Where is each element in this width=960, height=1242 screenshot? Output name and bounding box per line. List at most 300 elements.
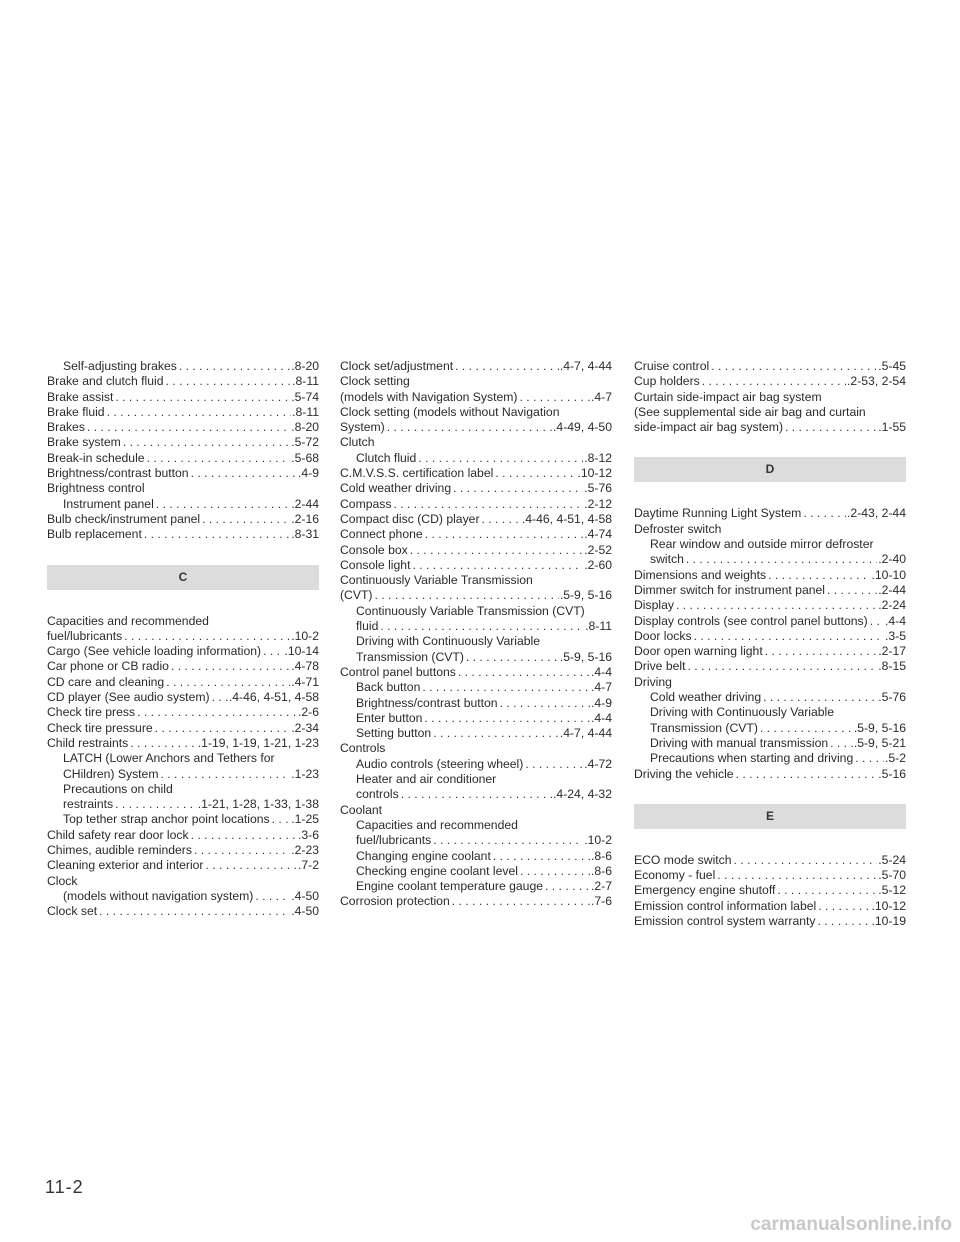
index-entry-text: Self-adjusting brakes xyxy=(63,359,177,373)
index-entry xyxy=(340,741,612,756)
index-entry-text: Check tire pressure xyxy=(47,720,153,735)
index-entry xyxy=(47,858,319,873)
index-entry-text: Transmission (CVT) xyxy=(650,720,758,735)
index-entry xyxy=(340,527,612,542)
index-entry xyxy=(340,512,612,527)
index-entry xyxy=(634,390,906,405)
index-entry-text: Brakes xyxy=(47,420,85,435)
index-entry-text: CHildren) System xyxy=(63,766,159,781)
dot-leader xyxy=(375,588,559,603)
dot-leader xyxy=(191,828,297,843)
page-reference: .3-5 xyxy=(884,628,906,643)
page-reference: .4-4 xyxy=(884,613,906,628)
index-subentry xyxy=(47,497,319,512)
index-subentry xyxy=(47,782,319,813)
index-entry-text: Coolant xyxy=(340,802,383,817)
index-entry xyxy=(340,543,612,558)
index-entry-text: Clock set/adjustment xyxy=(340,359,454,373)
index-subentry xyxy=(47,812,319,827)
page-reference: .2-53, 2-54 xyxy=(847,374,906,389)
dot-leader xyxy=(711,359,877,374)
dot-leader xyxy=(818,914,871,929)
index-entry xyxy=(340,374,612,389)
index-entry-text: Brake fluid xyxy=(47,404,105,419)
page-reference: .2-24 xyxy=(878,598,906,613)
index-entry xyxy=(634,420,906,435)
index-entry xyxy=(634,568,906,583)
dot-leader xyxy=(803,506,846,521)
page-reference: .4-50 xyxy=(291,888,319,903)
index-entry xyxy=(634,359,906,374)
index-entry-text: Child safety rear door lock xyxy=(47,827,189,842)
dot-leader xyxy=(156,497,290,512)
page-reference: .4-9 xyxy=(590,695,612,710)
index-entry xyxy=(47,466,319,481)
dot-leader xyxy=(520,864,590,879)
page-reference: .2-17 xyxy=(878,644,906,659)
dot-leader xyxy=(785,420,877,435)
page-reference: .5-24 xyxy=(878,852,906,867)
index-entry xyxy=(47,390,319,405)
page-reference: .5-12 xyxy=(878,883,906,898)
index-entry-text-line: Capacities and recommended xyxy=(356,817,518,832)
index-entry xyxy=(47,874,319,889)
index-entry-text: Brake assist xyxy=(47,389,114,404)
index-entry-text-line: Rear window and outside mirror defroster xyxy=(650,537,874,552)
index-entry-text: side-impact air bag system) xyxy=(634,420,784,435)
index-entry xyxy=(47,644,319,659)
dot-leader xyxy=(717,868,877,883)
dot-leader xyxy=(827,583,877,598)
index-subentry xyxy=(634,690,906,705)
dot-leader xyxy=(401,787,552,802)
index-entry-text: Door locks xyxy=(634,628,692,643)
page-reference: .5-16 xyxy=(878,766,906,781)
dot-leader xyxy=(482,512,521,527)
dot-leader xyxy=(425,527,584,542)
index-entry xyxy=(47,721,319,736)
page-reference: .2-44 xyxy=(291,496,319,511)
dot-leader xyxy=(179,359,290,374)
index-entry-text-line: Continuously Variable Transmission (CVT) xyxy=(356,603,585,618)
index-entry-text: Dimensions and weights xyxy=(634,567,767,582)
index-entry xyxy=(634,914,906,929)
dot-leader xyxy=(736,767,878,782)
page-reference: .4-49, 4-50 xyxy=(553,420,612,435)
section-letter-header: D xyxy=(634,457,906,482)
index-entry-text: Cup holders xyxy=(634,374,700,389)
page-reference: .8-6 xyxy=(590,863,612,878)
page-reference: .2-43, 2-44 xyxy=(847,506,906,521)
index-entry-text: Cold weather driving xyxy=(650,690,762,705)
index-subentry xyxy=(47,751,319,782)
index-entry-text: Instrument panel xyxy=(63,496,154,511)
page-reference: .7-2 xyxy=(297,858,319,873)
dot-leader xyxy=(393,497,583,512)
page-reference: .5-68 xyxy=(291,450,319,465)
dot-leader xyxy=(830,736,853,751)
index-entry xyxy=(47,675,319,690)
dot-leader xyxy=(212,690,228,705)
index-entry-text: Transmission (CVT) xyxy=(356,649,464,664)
index-entry-text: Top tether strap anchor point locations xyxy=(63,812,270,827)
index-entry-text: CD player (See audio system) xyxy=(47,690,210,705)
index-entry-text: Engine coolant temperature gauge xyxy=(356,879,544,894)
index-entry xyxy=(47,904,319,919)
index-entry-text: (models with Navigation System) xyxy=(340,389,518,404)
dot-leader xyxy=(115,390,290,405)
index-entry-text: Driving xyxy=(634,674,672,689)
index-entry-text: Back button xyxy=(356,680,421,695)
page-reference: .2-7 xyxy=(590,879,612,894)
dot-leader xyxy=(687,659,877,674)
dot-leader xyxy=(412,558,583,573)
page-reference: .5-2 xyxy=(884,751,906,766)
dot-leader xyxy=(194,843,290,858)
page-reference: .5-9, 5-16 xyxy=(559,649,612,664)
page-reference: .4-7 xyxy=(590,389,612,404)
index-entry-text: Audio controls (steering wheel) xyxy=(356,756,524,771)
index-entry xyxy=(47,420,319,435)
page-reference: .5-45 xyxy=(878,359,906,373)
page-reference: .2-40 xyxy=(878,552,906,567)
index-entry-text: switch xyxy=(650,552,684,567)
dot-leader xyxy=(87,420,290,435)
page-reference: .5-9, 5-21 xyxy=(853,735,906,750)
dot-leader xyxy=(500,696,590,711)
page-reference: .4-9 xyxy=(297,466,319,481)
index-entry-text: controls xyxy=(356,787,399,802)
page-reference: .8-15 xyxy=(878,659,906,674)
index-entry-text-line: LATCH (Lower Anchors and Tethers for xyxy=(63,751,275,766)
page-reference: .2-52 xyxy=(584,542,612,557)
index-entry xyxy=(47,705,319,720)
page-reference: .5-76 xyxy=(584,481,612,496)
index-subentry xyxy=(340,604,612,635)
index-entry-text: Console box xyxy=(340,542,408,557)
index-entry xyxy=(340,466,612,481)
page-reference: .2-16 xyxy=(291,511,319,526)
index-entry-text-line: Driving with Continuously Variable xyxy=(356,634,541,649)
dot-leader xyxy=(123,435,290,450)
index-entry-text: Connect phone xyxy=(340,527,423,542)
page-reference: .2-60 xyxy=(584,557,612,572)
page-reference: .4-71 xyxy=(291,674,319,689)
dot-leader xyxy=(768,568,870,583)
dot-leader xyxy=(107,405,292,420)
dot-leader xyxy=(495,466,576,481)
index-subentry xyxy=(340,772,612,803)
index-entry-text: Display xyxy=(634,598,674,613)
index-entry xyxy=(47,481,319,496)
dot-leader xyxy=(525,757,583,772)
index-entry-text: Controls xyxy=(340,741,386,756)
dot-leader xyxy=(166,374,292,389)
index-entry-text: C.M.V.S.S. certification label xyxy=(340,466,494,481)
page-reference: .8-31 xyxy=(291,527,319,542)
index-entry xyxy=(634,883,906,898)
dot-leader xyxy=(155,721,291,736)
index-entry xyxy=(47,451,319,466)
index-subentry xyxy=(47,359,319,374)
index-entry-text: Clock set xyxy=(47,904,98,919)
dot-leader xyxy=(818,899,870,914)
dot-leader xyxy=(466,650,559,665)
index-entry-text: Clock setting xyxy=(340,374,410,389)
index-entry xyxy=(340,665,612,680)
dot-leader xyxy=(124,629,290,644)
index-entry-text: Brightness/contrast button xyxy=(356,695,498,710)
dot-leader xyxy=(455,359,559,374)
dot-leader xyxy=(130,736,196,751)
dot-leader xyxy=(137,705,297,720)
index-entry-text: Car phone or CB radio xyxy=(47,659,169,674)
index-entry xyxy=(47,374,319,389)
index-entry xyxy=(634,853,906,868)
index-entry-text: Clutch fluid xyxy=(356,450,417,465)
index-entry-text: Display controls (see control panel buttons) xyxy=(634,613,868,628)
page-reference: .7-6 xyxy=(590,894,612,909)
index-entry-text: System) xyxy=(340,420,385,435)
index-entry-text: Driving the vehicle xyxy=(634,766,734,781)
index-entry xyxy=(47,659,319,674)
section-letter-header: C xyxy=(47,565,319,590)
index-entry-text: ECO mode switch xyxy=(634,852,732,867)
section-letter-header: E xyxy=(634,804,906,829)
index-entry-text: Emergency engine shutoff xyxy=(634,883,776,898)
dot-leader xyxy=(422,680,590,695)
index-entry xyxy=(340,359,612,374)
dot-leader xyxy=(171,659,290,674)
index-entry xyxy=(634,506,906,521)
page-reference: .8-11 xyxy=(292,374,319,389)
dot-leader xyxy=(702,374,846,389)
dot-leader xyxy=(99,904,290,919)
index-entry-text-line: Precautions on child xyxy=(63,781,173,796)
dot-leader xyxy=(545,879,590,894)
index-entry-text: Cleaning exterior and interior xyxy=(47,858,204,873)
dot-leader xyxy=(452,894,590,909)
page-reference: .10-12 xyxy=(871,898,906,913)
index-entry-text-line: Clock setting (models without Navigation xyxy=(340,404,560,419)
index-entry-text: Control panel buttons xyxy=(340,664,456,679)
dot-leader xyxy=(433,833,583,848)
index-entry-text: Driving with manual transmission xyxy=(650,735,829,750)
index-entry-text-line: Driving with Continuously Variable xyxy=(650,705,835,720)
page-reference: .5-74 xyxy=(291,389,319,404)
index-entry-text: Break-in schedule xyxy=(47,450,145,465)
page-reference: .4-7 xyxy=(590,680,612,695)
index-entry-text-line: Heater and air conditioner xyxy=(356,772,497,787)
page-reference: .4-7, 4-44 xyxy=(559,359,612,373)
index-entry-text: Changing engine coolant xyxy=(356,848,491,863)
index-entry xyxy=(634,767,906,782)
page-reference: .8-6 xyxy=(590,848,612,863)
dot-leader xyxy=(115,797,197,812)
dot-leader xyxy=(206,858,297,873)
index-entry xyxy=(47,843,319,858)
index-entry-text: Corrosion protection xyxy=(340,894,450,909)
index-entry xyxy=(340,803,612,818)
dot-leader xyxy=(734,853,878,868)
dot-leader xyxy=(380,619,584,634)
page-reference: .4-4 xyxy=(590,710,612,725)
dot-leader xyxy=(519,390,590,405)
index-entry-text: Clutch xyxy=(340,435,375,450)
index-subentry xyxy=(340,634,612,665)
dot-leader xyxy=(855,751,884,766)
page-reference: .1-23 xyxy=(291,766,319,781)
index-entry-text: Brightness control xyxy=(47,481,145,496)
page-reference: .2-34 xyxy=(291,720,319,735)
index-entry xyxy=(47,512,319,527)
index-entry xyxy=(340,390,612,405)
index-entry xyxy=(47,828,319,843)
index-entry xyxy=(634,374,906,389)
index-entry-text: Brake system xyxy=(47,435,121,450)
dot-leader xyxy=(147,451,291,466)
index-entry xyxy=(634,629,906,644)
index-subentry xyxy=(340,680,612,695)
index-entry xyxy=(340,435,612,450)
dot-leader xyxy=(763,690,877,705)
index-entry xyxy=(634,868,906,883)
page-reference: .8-11 xyxy=(292,404,319,419)
index-entry xyxy=(47,405,319,420)
dot-leader xyxy=(424,711,590,726)
page-reference: .4-74 xyxy=(584,527,612,542)
page-reference: .10-12 xyxy=(577,466,612,481)
page-reference: .8-20 xyxy=(291,420,319,435)
index-entry-text: fuel/lubricants xyxy=(356,833,432,848)
index-entry-text: Drive belt xyxy=(634,659,686,674)
index-subentry xyxy=(47,889,319,904)
index-entry-text: Daytime Running Light System xyxy=(634,506,802,521)
index-subentry xyxy=(340,696,612,711)
index-entry xyxy=(340,405,612,436)
index-entry xyxy=(47,527,319,542)
dot-leader xyxy=(676,598,877,613)
page-reference: .4-46, 4-51, 4-58 xyxy=(521,511,612,526)
page-reference: .2-44 xyxy=(878,582,906,597)
index-entry-text: Brake and clutch fluid xyxy=(47,374,164,389)
page-reference: .4-24, 4-32 xyxy=(553,787,612,802)
index-entry-text: Bulb replacement xyxy=(47,527,142,542)
index-entry-text: Enter button xyxy=(356,710,423,725)
index-subentry xyxy=(340,726,612,741)
index-entry xyxy=(634,899,906,914)
page-reference: .4-50 xyxy=(291,904,319,919)
index-entry xyxy=(634,614,906,629)
index-entry-text: Bulb check/instrument panel xyxy=(47,511,201,526)
index-entry xyxy=(634,522,906,537)
dot-leader xyxy=(191,466,297,481)
index-entry xyxy=(340,573,612,604)
index-entry-text: (models without navigation system) xyxy=(63,888,254,903)
dot-leader xyxy=(493,849,590,864)
dot-leader xyxy=(144,527,290,542)
index-subentry xyxy=(634,751,906,766)
index-subentry xyxy=(340,849,612,864)
index-entry xyxy=(47,690,319,705)
index-entry xyxy=(634,675,906,690)
dot-leader xyxy=(255,889,290,904)
page-reference: .10-19 xyxy=(871,914,906,929)
index-entry xyxy=(340,481,612,496)
index-entry xyxy=(634,598,906,613)
page-reference: .4-46, 4-51, 4-58 xyxy=(228,690,319,705)
dot-leader xyxy=(202,512,290,527)
index-entry-text: Compass xyxy=(340,496,392,511)
dot-leader xyxy=(418,451,583,466)
index-entry-text: (See supplemental side air bag and curtain xyxy=(634,404,866,419)
index-entry-text: Cruise control xyxy=(634,359,710,373)
index-entry-text: Curtain side-impact air bag system xyxy=(634,389,822,404)
index-entry xyxy=(47,614,319,645)
index-entry-text: Console light xyxy=(340,557,411,572)
page-reference: .1-55 xyxy=(878,420,906,435)
dot-leader xyxy=(453,481,583,496)
index-entry-text: Compact disc (CD) player xyxy=(340,511,480,526)
dot-leader xyxy=(166,675,290,690)
index-subentry xyxy=(340,711,612,726)
index-entry xyxy=(47,435,319,450)
index-entry-text: Setting button xyxy=(356,726,432,741)
index-entry xyxy=(634,644,906,659)
index-entry-text: Cargo (See vehicle loading information) xyxy=(47,644,262,659)
index-subentry xyxy=(634,736,906,751)
index-entry-text: Defroster switch xyxy=(634,521,722,536)
index-entry-text: Child restraints xyxy=(47,735,129,750)
dot-leader xyxy=(410,543,583,558)
index-entry-text: Economy - fuel xyxy=(634,868,716,883)
index-entry-text-line: Capacities and recommended xyxy=(47,613,209,628)
dot-leader xyxy=(387,420,552,435)
index-entry-text: fluid xyxy=(356,619,379,634)
dot-leader xyxy=(161,767,291,782)
index-entry-text: Chimes, audible reminders xyxy=(47,843,192,858)
index-subentry xyxy=(340,757,612,772)
dot-leader xyxy=(777,883,877,898)
index-column-1 xyxy=(47,359,319,920)
page-reference: .2-23 xyxy=(291,843,319,858)
dot-leader xyxy=(263,644,283,659)
page-reference: .5-9, 5-16 xyxy=(853,720,906,735)
index-entry xyxy=(634,659,906,674)
dot-leader xyxy=(694,629,884,644)
index-entry-text: Emission control system warranty xyxy=(634,914,816,929)
index-entry-text: Door open warning light xyxy=(634,644,763,659)
page-reference: .10-2 xyxy=(291,628,319,643)
index-entry-text: Dimmer switch for instrument panel xyxy=(634,582,825,597)
page-reference: .8-11 xyxy=(585,619,612,634)
index-entry xyxy=(634,405,906,420)
page-reference: .8-12 xyxy=(584,450,612,465)
index-entry-text-line: Continuously Variable Transmission xyxy=(340,573,533,588)
page-reference: .5-70 xyxy=(878,868,906,883)
page-reference: .10-2 xyxy=(584,833,612,848)
page-reference: .1-19, 1-19, 1-21, 1-23 xyxy=(197,735,319,750)
index-entry xyxy=(634,583,906,598)
index-entry xyxy=(47,736,319,751)
page-reference: .10-10 xyxy=(871,567,906,582)
watermark: carmanualsonline.info xyxy=(750,1214,952,1235)
page-reference: .3-6 xyxy=(297,827,319,842)
index-entry-text: Emission control information label xyxy=(634,898,817,913)
index-entry-text: Precautions when starting and driving xyxy=(650,751,854,766)
dot-leader xyxy=(870,614,884,629)
page-reference: .10-14 xyxy=(284,644,319,659)
